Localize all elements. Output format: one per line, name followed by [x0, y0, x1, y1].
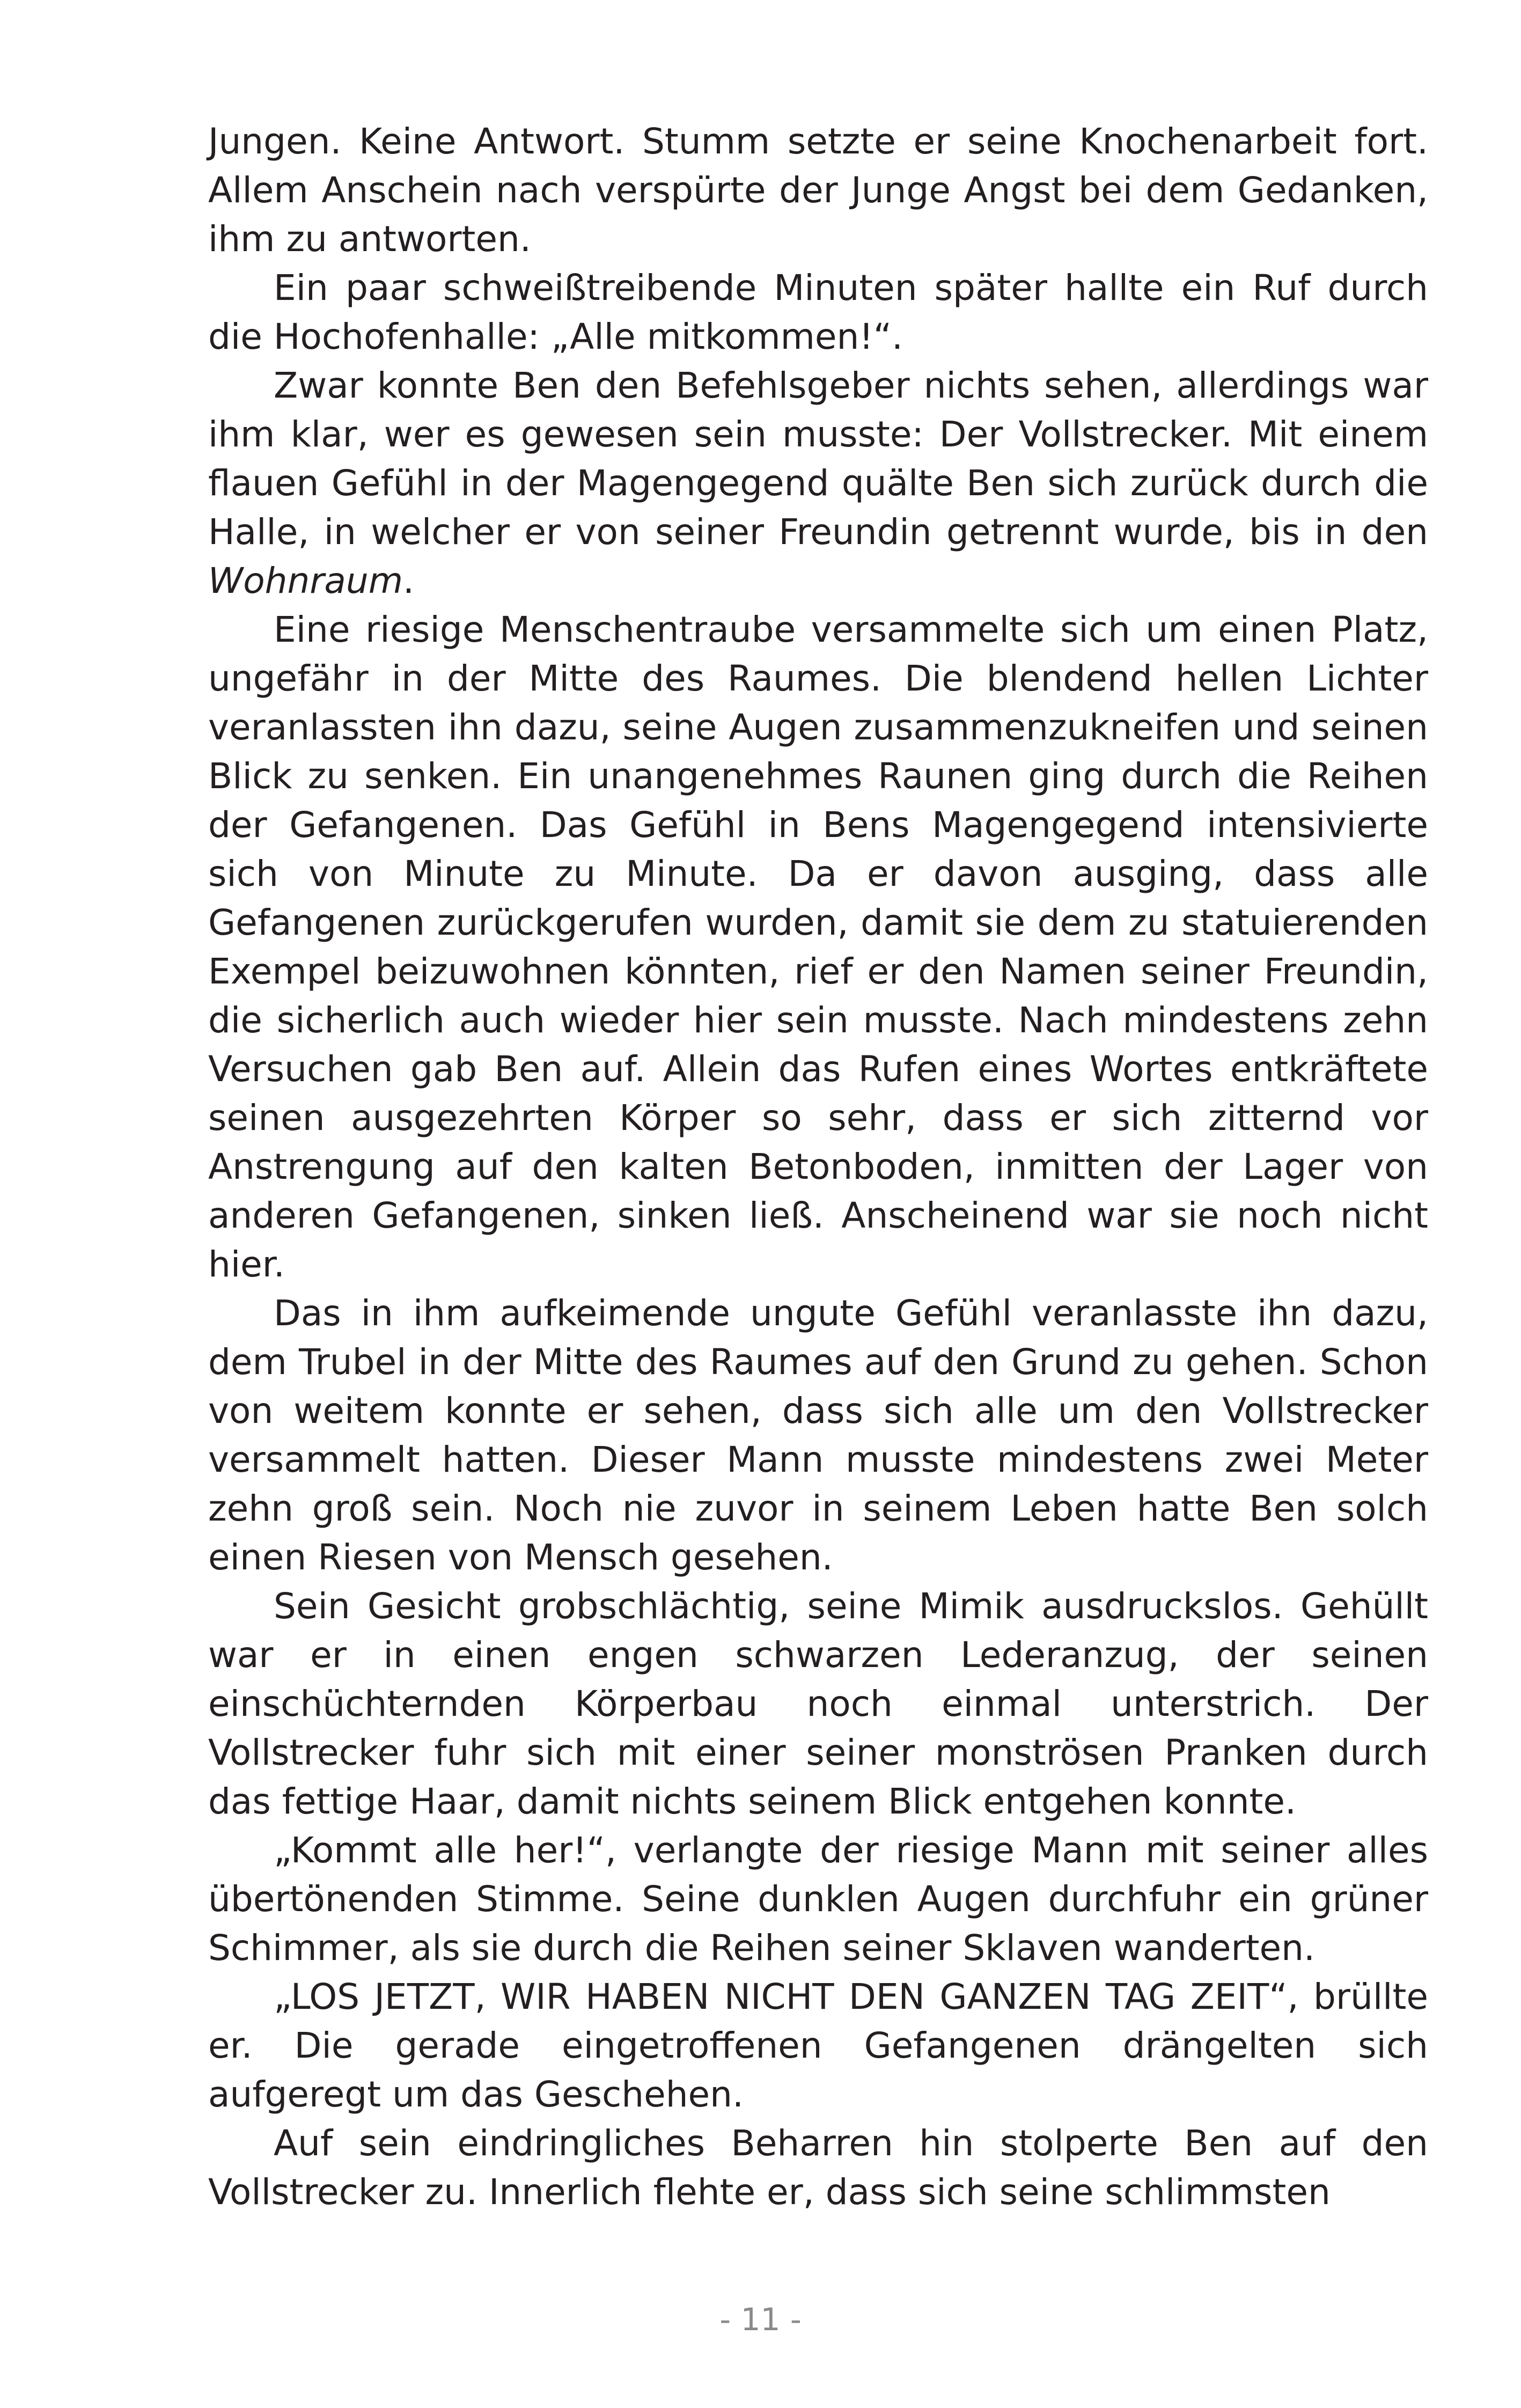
paragraph — [208, 263, 1428, 361]
page-number: - 11 - — [719, 2301, 802, 2338]
paragraph-text: Sein Gesicht grobschlächtig, seine Mimik ausdruckslos. Gehüllt war er in einen engen schwarzen Lederanzug, der seinen einschüchternden Körperbau noch einmal unterstrich. Der Vollstrecker fuhr sich mit einer seiner monströsen Pranken durch das fettige Haar, damit nichts seinem Blick entgehen konnte. — [208, 1585, 1428, 1822]
paragraph-text: „Kommt alle her!“, verlangte der riesige Mann mit seiner alles übertönenden Stimme. Seine dunklen Augen durchfuhr ein grüner Schimmer, als sie durch die Reihen seiner Sklaven wanderten. — [208, 1830, 1428, 1969]
paragraph-text: Ein paar schweißtreibende Minuten später hallte ein Ruf durch die Hochofenhalle: „Alle mitkommen!“. — [208, 267, 1428, 357]
paragraph — [208, 1972, 1428, 2119]
paragraph — [208, 1289, 1428, 1582]
paragraph-text: Jungen. Keine Antwort. Stumm setzte er seine Knochenarbeit fort. Allem Anschein nach verspürte der Junge Angst bei dem Gedanken, ihm zu antworten. — [208, 121, 1428, 260]
paragraph-text: Das in ihm aufkeimende ungute Gefühl veranlasste ihn dazu, dem Trubel in der Mitte des Raumes auf den Grund zu gehen. Schon von weitem konnte er sehen, dass sich alle um den Vollstrecker versammelt hatten. Dieser Mann musste mindestens zwei Meter zehn groß sein. Noch nie zuvor in seinem Leben hatte Ben solch einen Riesen von Mensch gesehen. — [208, 1293, 1428, 1578]
italic-word: Wohnraum — [208, 560, 403, 601]
paragraph-text: Eine riesige Menschentraube versammelte sich um einen Platz, ungefähr in der Mitte des Raumes. Die blendend hellen Lichter veranlassten ihn dazu, seine Augen zusammenzukneifen und seinen Blick zu senken. Ein unangenehmes Raunen ging durch die Reihen der Gefangenen. Das Gefühl in Bens Magengegend intensivierte sich von Minute zu Minute. Da er davon ausging, dass alle Gefangenen zurückgerufen wurden, damit sie dem zu statuierenden Exempel beizuwohnen könnten, rief er den Namen seiner Freundin, die sicherlich auch wieder hier sein musste. Nach mindestens zehn Versuchen gab Ben auf. Allein das Rufen eines Wortes entkräftete seinen ausgezehrten Körper so sehr, dass er sich zitternd vor Anstrengung auf den kalten Betonboden, inmitten der Lager von anderen Gefangenen, sinken ließ. Anscheinend war sie noch nicht hier. — [208, 609, 1428, 1285]
paragraph-text: Auf sein eindringliches Beharren hin stolperte Ben auf den Vollstrecker zu. Innerlich flehte er, dass sich seine schlimmsten — [208, 2123, 1428, 2213]
paragraph — [208, 2119, 1428, 2216]
paragraph-text: Zwar konnte Ben den Befehlsgeber nichts sehen, allerdings war ihm klar, wer es gewesen sein musste: Der Vollstrecker. Mit einem flauen Gefühl in der Magengegend quälte Ben sich zurück durch die Halle, in welcher er von seiner Freundin getrennt wurde, bis in den — [208, 365, 1428, 553]
body-text — [208, 117, 1428, 2216]
paragraph-text-end: . — [403, 560, 414, 601]
paragraph — [208, 117, 1428, 263]
paragraph — [208, 605, 1428, 1289]
paragraph — [208, 1826, 1428, 1972]
paragraph — [208, 361, 1428, 605]
paragraph — [208, 1582, 1428, 1826]
paragraph-text: „LOS JETZT, WIR HABEN NICHT DEN GANZEN TAG ZEIT“, brüllte er. Die gerade eingetroffenen Gefangenen drängelten sich aufgeregt um das Geschehen. — [208, 1976, 1428, 2115]
